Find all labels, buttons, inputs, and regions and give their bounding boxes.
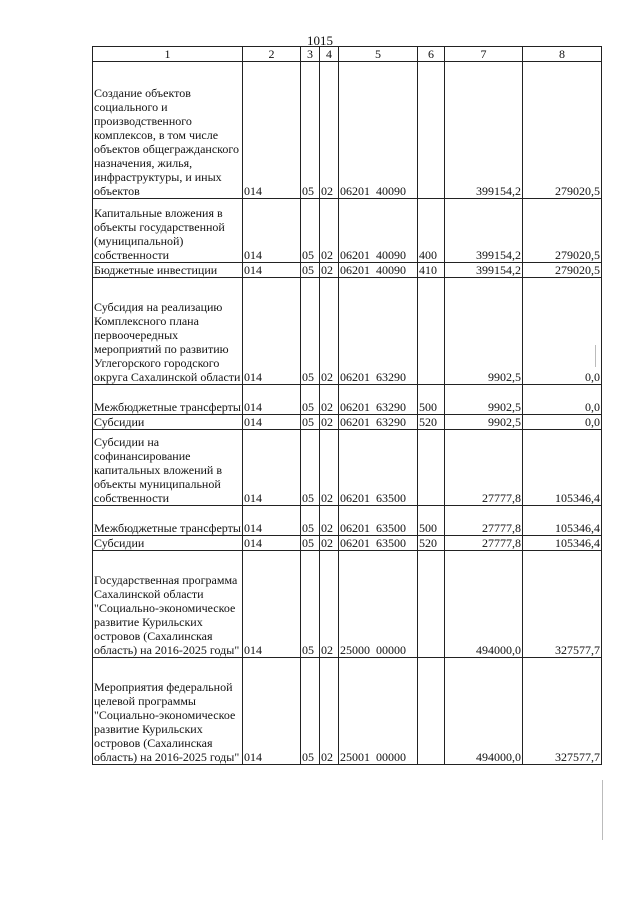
amount-a: 9902,5 — [445, 278, 523, 385]
amount-b: 0,0 — [523, 278, 602, 385]
expense-type — [418, 278, 445, 385]
table-row — [93, 385, 602, 415]
section-code: 05 — [301, 62, 320, 199]
row-name: Субсидии — [93, 415, 243, 430]
target-code: 06201 40090 — [339, 263, 418, 278]
subsection-code: 02 — [320, 263, 339, 278]
subsection-code: 02 — [320, 385, 339, 415]
section-code: 05 — [301, 506, 320, 536]
ministry-code: 014 — [243, 536, 301, 551]
ministry-code: 014 — [243, 430, 301, 506]
subsection-code: 02 — [320, 506, 339, 536]
subsection-code: 02 — [320, 658, 339, 765]
section-code: 05 — [301, 278, 320, 385]
target-code: 06201 63500 — [339, 506, 418, 536]
ministry-code: 014 — [243, 278, 301, 385]
row-name: Капитальные вложения в объекты государственной (муниципальной) собственности — [93, 199, 243, 263]
row-name: Создание объектов социального и производственного комплексов, в том числе объектов общегражданского назначения, жилья, инфраструктуры, и иных объектов — [93, 62, 243, 199]
amount-b: 327577,7 — [523, 658, 602, 765]
row-name: Мероприятия федеральной целевой программы "Социально-экономическое развитие Курильских островов (Сахалинская область) на 2016-2025 годы" — [93, 658, 243, 765]
target-code: 06201 63290 — [339, 385, 418, 415]
row-name: Межбюджетные трансферты — [93, 385, 243, 415]
amount-a: 9902,5 — [445, 385, 523, 415]
amount-b: 105346,4 — [523, 506, 602, 536]
amount-b: 105346,4 — [523, 430, 602, 506]
section-code: 05 — [301, 658, 320, 765]
row-name: Государственная программа Сахалинской области "Социально-экономическое развитие Курильских островов (Сахалинская область) на 2016-2025 годы" — [93, 551, 243, 658]
subsection-code: 02 — [320, 551, 339, 658]
target-code: 06201 63500 — [339, 430, 418, 506]
section-code: 05 — [301, 551, 320, 658]
amount-a: 9902,5 — [445, 415, 523, 430]
target-code: 06201 40090 — [339, 199, 418, 263]
column-header: 5 — [339, 47, 418, 62]
scan-artifact-line — [602, 780, 603, 840]
ministry-code: 014 — [243, 551, 301, 658]
column-header: 2 — [243, 47, 301, 62]
header-row — [93, 47, 602, 62]
column-header: 3 — [301, 47, 320, 62]
target-code: 06201 40090 — [339, 62, 418, 199]
table-row — [93, 506, 602, 536]
amount-a: 494000,0 — [445, 551, 523, 658]
row-name: Субсидия на реализацию Комплексного плана первоочередных мероприятий по развитию Углегорского городского округа Сахалинской области — [93, 278, 243, 385]
expense-type: 500 — [418, 506, 445, 536]
column-header: 8 — [523, 47, 602, 62]
amount-b: 279020,5 — [523, 199, 602, 263]
section-code: 05 — [301, 199, 320, 263]
amount-b: 327577,7 — [523, 551, 602, 658]
page-number: 1015 — [307, 33, 333, 48]
budget-table — [92, 46, 602, 765]
row-name: Бюджетные инвестиции — [93, 263, 243, 278]
ministry-code: 014 — [243, 415, 301, 430]
row-name: Субсидии — [93, 536, 243, 551]
table-row — [93, 278, 602, 385]
column-header: 7 — [445, 47, 523, 62]
scan-artifact-line — [595, 345, 596, 367]
target-code: 06201 63500 — [339, 536, 418, 551]
amount-b: 279020,5 — [523, 62, 602, 199]
target-code: 06201 63290 — [339, 415, 418, 430]
expense-type: 410 — [418, 263, 445, 278]
amount-a: 399154,2 — [445, 62, 523, 199]
amount-a: 27777,8 — [445, 536, 523, 551]
expense-type: 400 — [418, 199, 445, 263]
ministry-code: 014 — [243, 658, 301, 765]
table-row — [93, 658, 602, 765]
amount-b: 0,0 — [523, 385, 602, 415]
target-code: 25001 00000 — [339, 658, 418, 765]
subsection-code: 02 — [320, 199, 339, 263]
subsection-code: 02 — [320, 415, 339, 430]
subsection-code: 02 — [320, 62, 339, 199]
section-code: 05 — [301, 263, 320, 278]
section-code: 05 — [301, 415, 320, 430]
table-row — [93, 430, 602, 506]
subsection-code: 02 — [320, 278, 339, 385]
target-code: 06201 63290 — [339, 278, 418, 385]
target-code: 25000 00000 — [339, 551, 418, 658]
section-code: 05 — [301, 430, 320, 506]
amount-a: 27777,8 — [445, 430, 523, 506]
row-name: Субсидии на софинансирование капитальных вложений в объекты муниципальной собственности — [93, 430, 243, 506]
table-row — [93, 551, 602, 658]
row-name: Межбюджетные трансферты — [93, 506, 243, 536]
table-row — [93, 263, 602, 278]
expense-type — [418, 658, 445, 765]
amount-a: 27777,8 — [445, 506, 523, 536]
subsection-code: 02 — [320, 430, 339, 506]
section-code: 05 — [301, 536, 320, 551]
expense-type: 520 — [418, 536, 445, 551]
subsection-code: 02 — [320, 536, 339, 551]
amount-b: 105346,4 — [523, 536, 602, 551]
expense-type — [418, 430, 445, 506]
ministry-code: 014 — [243, 199, 301, 263]
ministry-code: 014 — [243, 263, 301, 278]
column-header: 6 — [418, 47, 445, 62]
amount-b: 0,0 — [523, 415, 602, 430]
ministry-code: 014 — [243, 506, 301, 536]
table-row — [93, 536, 602, 551]
amount-a: 399154,2 — [445, 199, 523, 263]
column-header: 1 — [93, 47, 243, 62]
table-row — [93, 199, 602, 263]
amount-a: 399154,2 — [445, 263, 523, 278]
table-row — [93, 62, 602, 199]
expense-type: 500 — [418, 385, 445, 415]
expense-type — [418, 551, 445, 658]
section-code: 05 — [301, 385, 320, 415]
expense-type: 520 — [418, 415, 445, 430]
ministry-code: 014 — [243, 385, 301, 415]
amount-a: 494000,0 — [445, 658, 523, 765]
expense-type — [418, 62, 445, 199]
amount-b: 279020,5 — [523, 263, 602, 278]
table-row — [93, 415, 602, 430]
column-header: 4 — [320, 47, 339, 62]
ministry-code: 014 — [243, 62, 301, 199]
